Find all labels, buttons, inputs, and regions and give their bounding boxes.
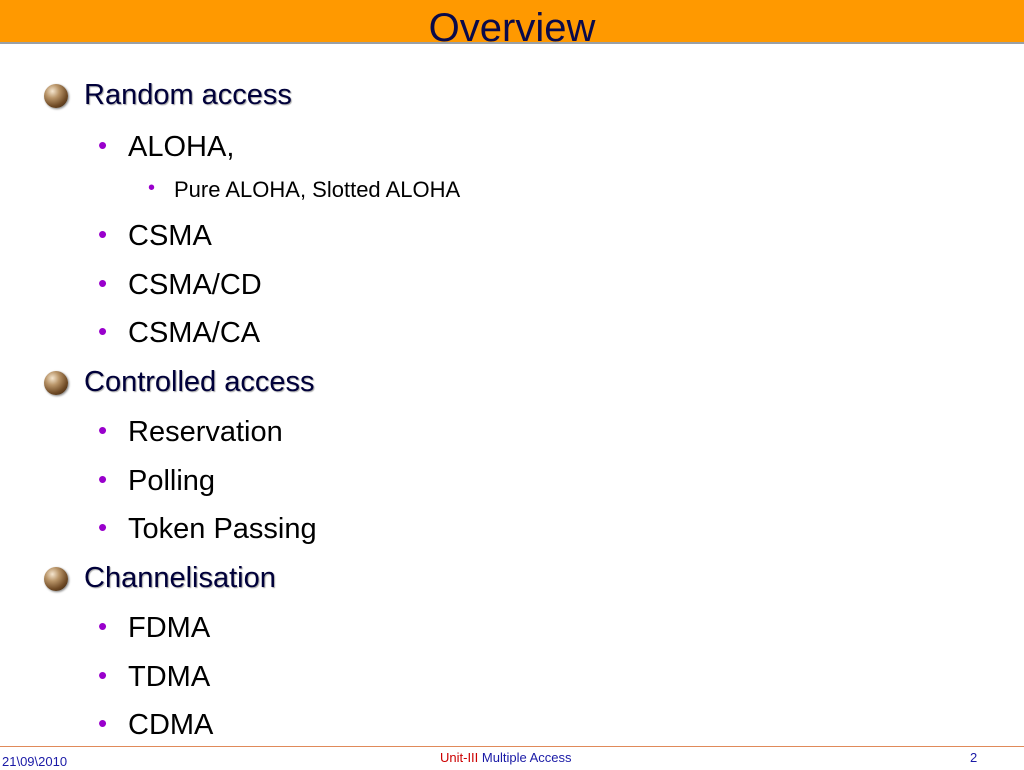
purple-dot-icon: • [98,415,108,445]
purple-dot-icon: • [98,268,108,298]
footer-title [440,750,572,766]
purple-dot-icon: • [98,660,108,690]
purple-dot-icon: • [148,177,156,199]
section-heading: Controlled access [84,366,315,398]
list-item-label: TDMA [128,661,211,693]
purple-dot-icon: • [98,130,108,160]
purple-dot-icon: • [98,512,108,542]
bronze-sphere-icon [44,567,68,591]
list-item-label: CSMA [128,220,212,252]
list-item-label: Polling [128,465,216,497]
list-item-label: Token Passing [128,513,317,545]
bronze-sphere-icon [44,371,68,395]
list-item-label: CDMA [128,709,214,741]
footer-date: 21\09\2010 [2,754,68,769]
list-item-label: CSMA/CA [128,317,261,349]
purple-dot-icon: • [98,611,108,641]
sub-list-item-label: Pure ALOHA, Slotted ALOHA [174,177,461,202]
purple-dot-icon: • [98,464,108,494]
list-item-label: CSMA/CD [128,269,262,301]
list-item-label: Reservation [128,416,283,448]
footer-divider [0,746,1024,747]
bronze-sphere-icon [44,84,68,108]
footer-unit: Unit-III [440,750,479,765]
purple-dot-icon: • [98,219,108,249]
purple-dot-icon: • [98,708,108,738]
purple-dot-icon: • [98,316,108,346]
section-heading: Random access [84,79,292,111]
footer-page-number: 2 [970,750,978,765]
slide-title: Overview [428,6,596,44]
list-item-label: ALOHA, [128,131,235,163]
footer-topic: Multiple Access [481,750,572,765]
list-item-label: FDMA [128,612,211,644]
section-heading: Channelisation [84,562,276,594]
